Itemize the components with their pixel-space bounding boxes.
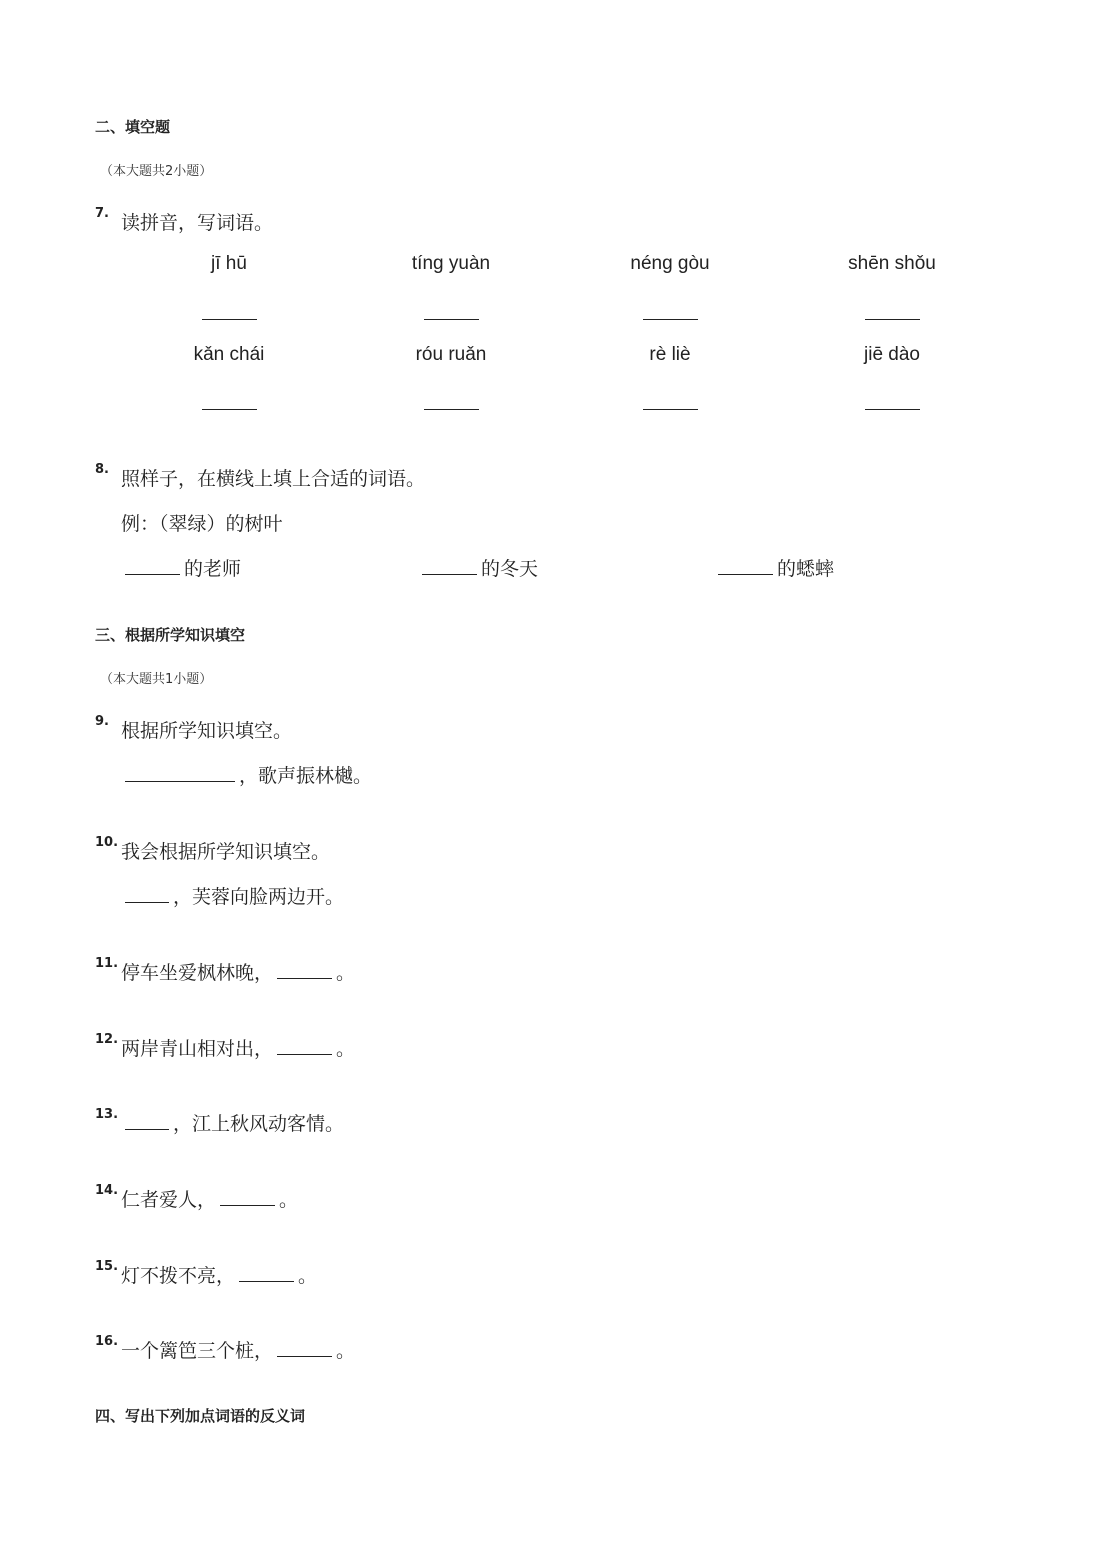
- question-line-14: [121, 1185, 298, 1212]
- question-line-11: [121, 958, 355, 985]
- question-number-11: 11.: [95, 956, 119, 971]
- question-line-15: [121, 1261, 317, 1288]
- blank-line[interactable]: [125, 780, 235, 782]
- question-number-7: 7.: [95, 206, 109, 221]
- answer-line-3[interactable]: [643, 319, 698, 320]
- fill-item-1: [121, 554, 241, 581]
- q13-after: ，江上秋风动客情。: [173, 1113, 345, 1135]
- answer-line-7[interactable]: [643, 409, 698, 410]
- question-line-16: [121, 1336, 355, 1363]
- pinyin-1: jī hū: [211, 253, 247, 274]
- question-text-9: 根据所学知识填空。: [121, 720, 293, 742]
- pinyin-7: rè liè: [649, 344, 691, 365]
- fill-text-10: ，芙蓉向脸两边开。: [173, 886, 345, 908]
- blank-line[interactable]: [277, 1355, 332, 1357]
- question-line-12: [121, 1034, 355, 1061]
- question-number-16: 16.: [95, 1334, 119, 1349]
- fill-item-2: [418, 554, 538, 581]
- question-text-8: 照样子，在横线上填上合适的词语。: [121, 468, 426, 490]
- blank-line[interactable]: [277, 1053, 332, 1055]
- fill-text-9: ，歌声振林樾。: [239, 765, 373, 787]
- fill-line-10: [121, 882, 344, 909]
- q11-before: 停车坐爱枫林晚，: [121, 962, 274, 984]
- q16-before: 一个篱笆三个桩，: [121, 1340, 274, 1362]
- answer-line-8[interactable]: [865, 409, 920, 410]
- pinyin-5: kǎn chái: [193, 344, 265, 365]
- blank-line[interactable]: [718, 573, 773, 575]
- section-title-2: 二、填空题: [95, 118, 171, 136]
- q11-after: 。: [336, 962, 356, 984]
- blank-line[interactable]: [277, 977, 332, 979]
- section-note-3: （本大题共1小题）: [100, 672, 213, 687]
- question-number-8: 8.: [95, 462, 109, 477]
- question-number-14: 14.: [95, 1183, 119, 1198]
- blank-line[interactable]: [125, 901, 169, 903]
- answer-line-4[interactable]: [865, 319, 920, 320]
- q16-after: 。: [336, 1340, 356, 1362]
- answer-line-5[interactable]: [202, 409, 257, 410]
- blank-line[interactable]: [220, 1204, 275, 1206]
- question-number-12: 12.: [95, 1032, 119, 1047]
- q12-before: 两岸青山相对出，: [121, 1038, 274, 1060]
- answer-line-6[interactable]: [424, 409, 479, 410]
- q14-before: 仁者爱人，: [121, 1189, 217, 1211]
- question-text-10: 我会根据所学知识填空。: [121, 841, 331, 863]
- pinyin-2: tíng yuàn: [411, 253, 491, 274]
- q12-after: 。: [336, 1038, 356, 1060]
- pinyin-8: jiē dào: [864, 344, 920, 365]
- question-number-15: 15.: [95, 1259, 119, 1274]
- q15-after: 。: [298, 1265, 318, 1287]
- blank-line[interactable]: [125, 573, 180, 575]
- question-number-9: 9.: [95, 714, 109, 729]
- fill-item-3: [714, 554, 834, 581]
- answer-line-2[interactable]: [424, 319, 479, 320]
- section-note-2: （本大题共2小题）: [100, 164, 213, 179]
- section-title-4: 四、写出下列加点词语的反义词: [95, 1407, 306, 1425]
- pinyin-4: shēn shǒu: [848, 253, 936, 274]
- section-title-3: 三、根据所学知识填空: [95, 626, 246, 644]
- pinyin-6: róu ruǎn: [415, 344, 487, 365]
- q15-before: 灯不拨不亮，: [121, 1265, 236, 1287]
- q14-after: 。: [279, 1189, 299, 1211]
- answer-line-1[interactable]: [202, 319, 257, 320]
- question-line-13: [121, 1109, 344, 1136]
- blank-line[interactable]: [239, 1280, 294, 1282]
- pinyin-3: néng gòu: [630, 253, 710, 274]
- blank-line[interactable]: [125, 1128, 169, 1130]
- question-number-10: 10.: [95, 835, 119, 850]
- question-text-7: 读拼音，写词语。: [121, 212, 274, 234]
- fill-item-1-text: 的老师: [184, 558, 242, 580]
- question-number-13: 13.: [95, 1107, 119, 1122]
- fill-line-9: [121, 761, 372, 788]
- fill-item-3-text: 的蟋蟀: [777, 558, 835, 580]
- blank-line[interactable]: [422, 573, 477, 575]
- example-text: 例：（翠绿）的树叶: [121, 513, 283, 535]
- fill-item-2-text: 的冬天: [481, 558, 539, 580]
